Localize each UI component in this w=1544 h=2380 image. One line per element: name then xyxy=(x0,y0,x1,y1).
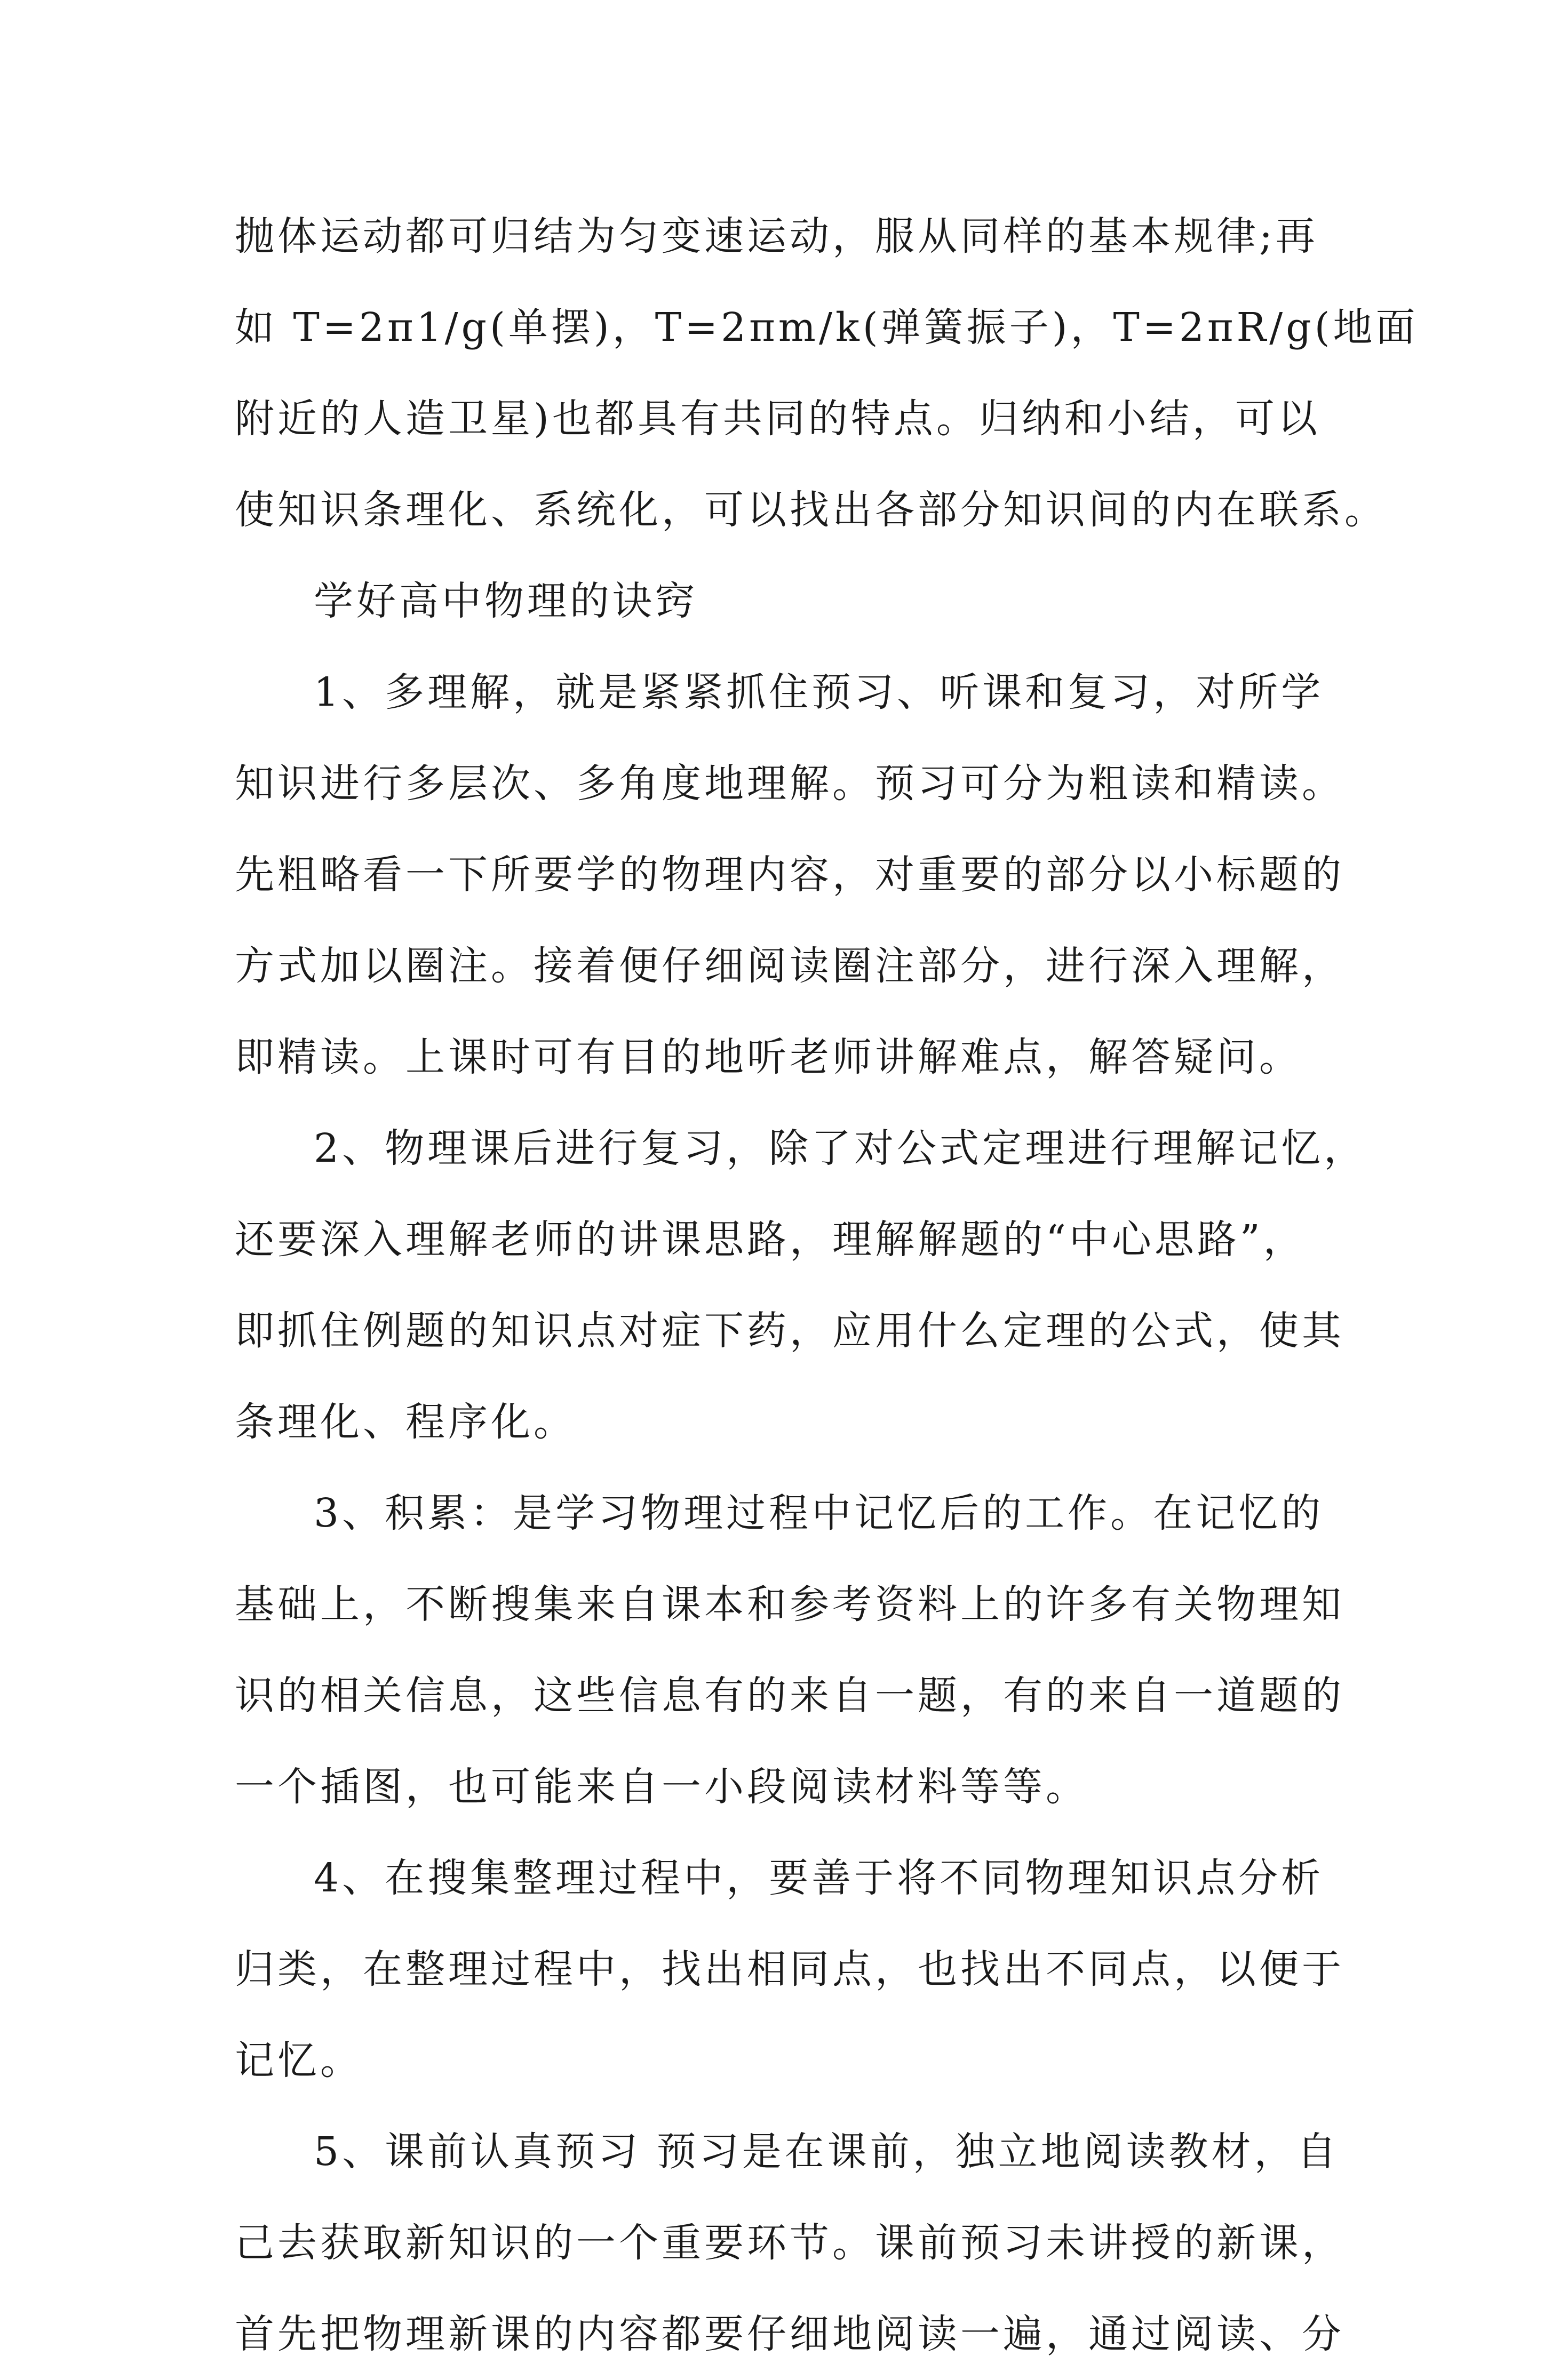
text-line: 4、在搜集整理过程中，要善于将不同物理知识点分析 xyxy=(314,1855,1324,1901)
text-line: 方式加以圈注。接着便仔细阅读圈注部分，进行深入理解， xyxy=(235,943,1344,989)
text-line: 如 T=2π1/g(单摆)，T=2πm/k(弹簧振子)，T=2πR/g(地面 xyxy=(235,305,1419,350)
text-line: 1、多理解，就是紧紧抓住预习、听课和复习，对所学 xyxy=(314,669,1324,715)
text-line: 基础上，不断搜集来自课本和参考资料上的许多有关物理知 xyxy=(235,1582,1344,1627)
text-line: 抛体运动都可归结为匀变速运动，服从同样的基本规律;再 xyxy=(235,213,1318,259)
text-line: 首先把物理新课的内容都要仔细地阅读一遍，通过阅读、分 xyxy=(235,2311,1344,2357)
text-line: 知识进行多层次、多角度地理解。预习可分为粗读和精读。 xyxy=(235,761,1344,806)
text-line: 己去获取新知识的一个重要环节。课前预习未讲授的新课， xyxy=(235,2220,1344,2266)
text-line: 使知识条理化、系统化，可以找出各部分知识间的内在联系。 xyxy=(235,487,1387,533)
text-line: 附近的人造卫星)也都具有共同的特点。归纳和小结，可以 xyxy=(235,396,1320,442)
section-heading: 学好高中物理的诀窍 xyxy=(314,578,698,624)
text-line: 还要深入理解老师的讲课思路，理解解题的“中心思路”， xyxy=(235,1217,1306,1263)
text-line: 先粗略看一下所要学的物理内容，对重要的部分以小标题的 xyxy=(235,852,1344,898)
text-line: 即精读。上课时可有目的地听老师讲解难点，解答疑问。 xyxy=(235,1034,1302,1080)
text-line: 归类，在整理过程中，找出相同点，也找出不同点，以便于 xyxy=(235,1946,1344,1992)
text-line: 即抓住例题的知识点对症下药，应用什么定理的公式，使其 xyxy=(235,1308,1344,1354)
text-line: 一个插图，也可能来自一小段阅读材料等等。 xyxy=(235,1764,1088,1810)
document-body xyxy=(235,191,1419,2380)
text-line: 识的相关信息，这些信息有的来自一题，有的来自一道题的 xyxy=(235,1673,1344,1719)
text-line: 条理化、程序化。 xyxy=(235,1399,576,1445)
text-line: 3、积累：是学习物理过程中记忆后的工作。在记忆的 xyxy=(314,1490,1324,1536)
text-line: 5、课前认真预习 预习是在课前，独立地阅读教材，自 xyxy=(314,2129,1340,2175)
text-line: 记忆。 xyxy=(235,2038,363,2083)
text-line: 2、物理课后进行复习，除了对公式定理进行理解记忆， xyxy=(314,1125,1367,1171)
